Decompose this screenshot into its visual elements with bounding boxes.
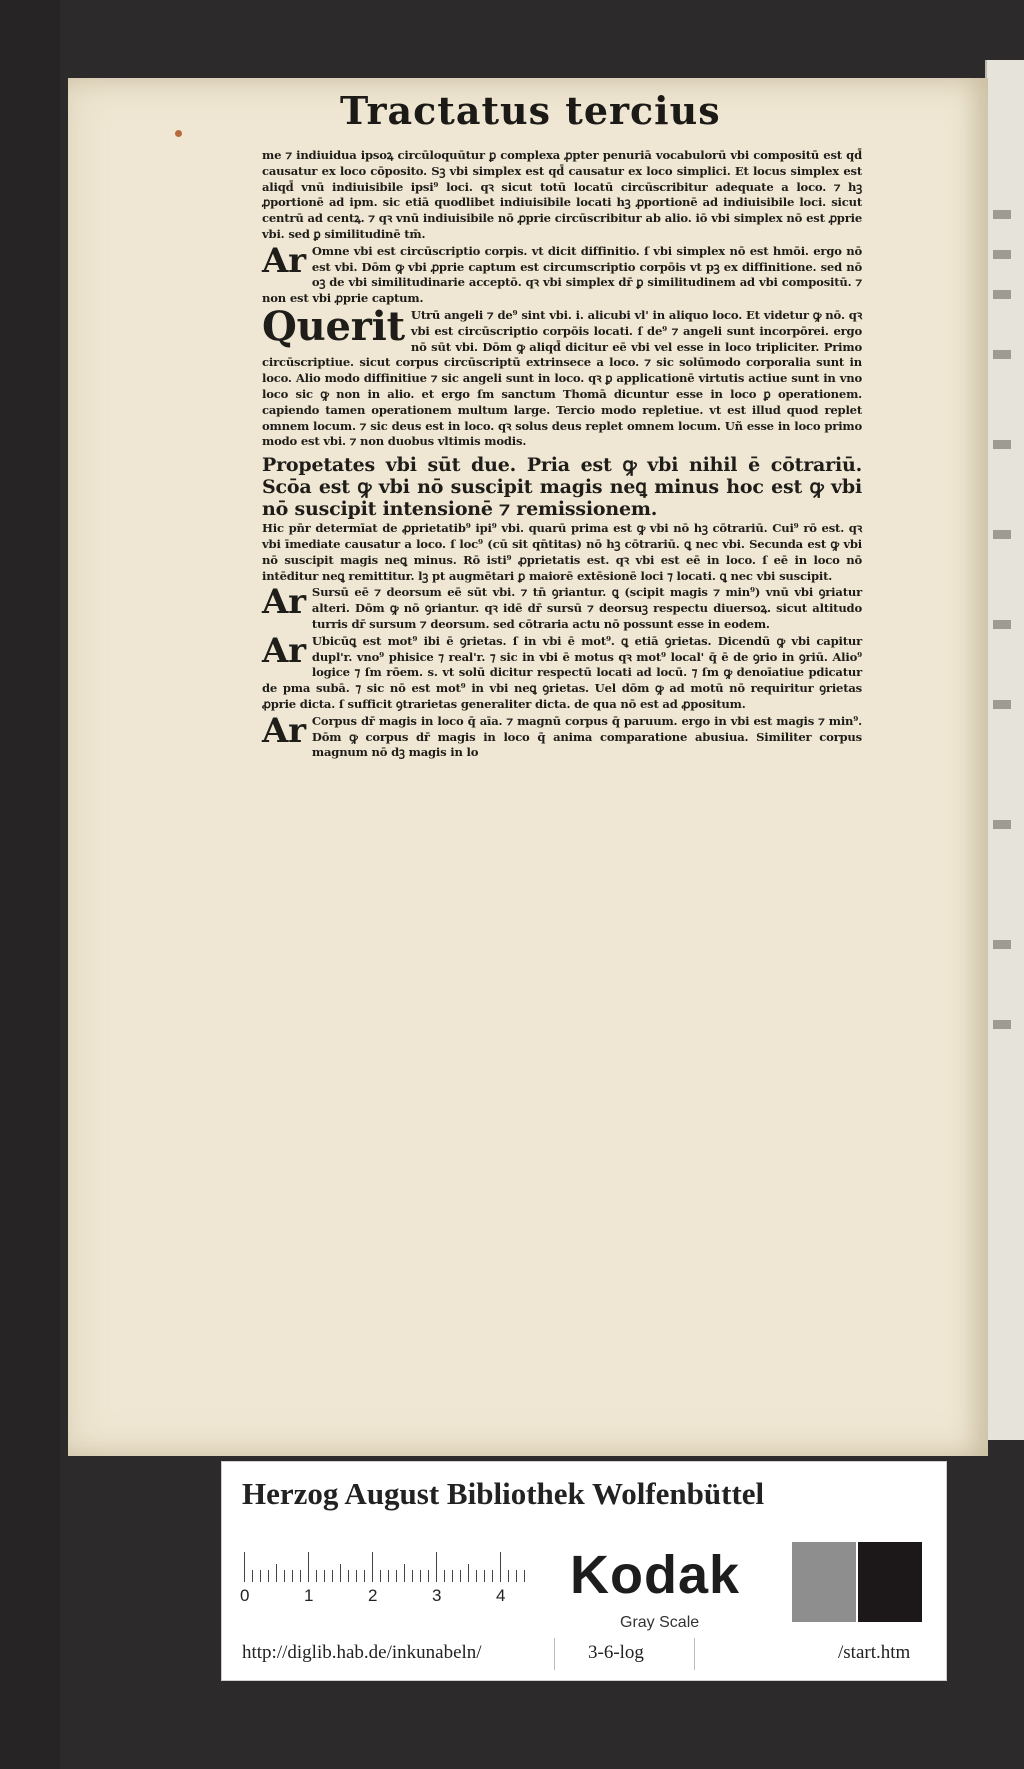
ruler-tick [316, 1570, 317, 1582]
ruler-tick [300, 1570, 301, 1582]
ruler-tick [356, 1570, 357, 1582]
ruler-tick [244, 1552, 245, 1582]
kodak-gray-scale [540, 1522, 940, 1634]
page-text-block [262, 148, 862, 762]
ruler-tick [516, 1570, 517, 1582]
facing-page-text-fragment [993, 440, 1011, 449]
gray-scale-label: Gray Scale [620, 1614, 700, 1631]
ruler-tick [324, 1570, 325, 1582]
ruler-tick [524, 1570, 525, 1582]
ruler-labels [240, 1586, 544, 1610]
ruler-tick [260, 1570, 261, 1582]
facing-page-edge [985, 60, 1024, 1440]
section-heading: Propetates vbi sūt due. Pria est ꝙ vbi nihil ē cōtrariū. Scōa est ꝙ vbi nō suscipit magis neꝗ minus hoc est ꝙ vbi nō suscipit intensionē ⁊ remissionem. [262, 454, 862, 521]
text-paragraph-body: Ubicūꝗ est mot⁹ ibi ē ꝯrietas. ſ in vbi ē mot⁹. ꝗ etiā ꝯrietas. Dicendū ꝙ vbi capitur dupl'r. vno⁹ phisice ⁊ real'r. ⁊ sic in vbi ē motus qꝛ mot⁹ local' q̄ ē de ꝯrio in ꝯriū. Alio⁹ logice ⁊ ſm rōem. s. vt solū dicitur respectū locati ad locū. ⁊ ſm ꝙ denoīatiue pdicatur de pma subā. ⁊ sic nō est mot⁹ in vbi neꝗ ꝯrietas. Uel dōm ꝙ ad motū nō requiritur ꝯrietas ꝓprie dicta. ſ sufficit ꝯtrarietas generaliter dicta. de qua nō est ad ꝓpositum. [262, 633, 862, 711]
initial-letter: Ar [262, 240, 306, 281]
ruler-label: 1 [304, 1586, 314, 1605]
facing-page-text-fragment [993, 530, 1011, 539]
ruler-label: 4 [496, 1586, 506, 1605]
text-paragraph-body: Corpus dr̄ magis in loco q̄ aīa. ⁊ magnū corpus q̄ paruum. ergo in vbi est magis ⁊ min⁹. Dōm ꝙ corpus dr̄ magis in loco q̄ anima comparatione abusiua. Similiter corpus magnum nō dꝫ magis in lo [311, 713, 862, 760]
ruler-label: 3 [432, 1586, 442, 1605]
ruler-label: 0 [240, 1586, 250, 1605]
initial-letter: Ar [262, 710, 306, 751]
ruler-tick [284, 1570, 285, 1582]
initial-word: Querit [262, 302, 405, 350]
divider [694, 1638, 695, 1670]
facing-page-text-fragment [993, 820, 1011, 829]
ruler-tick [460, 1570, 461, 1582]
scan-background-left [0, 0, 60, 1769]
ruler-tick [292, 1570, 293, 1582]
ruler-tick [412, 1570, 413, 1582]
ruler-tick [428, 1570, 429, 1582]
facing-page-text-fragment [993, 620, 1011, 629]
ruler-tick [332, 1570, 333, 1582]
ruler-tick [452, 1570, 453, 1582]
ruler-tick [268, 1570, 269, 1582]
ruler-tick [500, 1552, 501, 1582]
black-swatch [858, 1542, 922, 1622]
kodak-logo: Kodak [570, 1545, 741, 1605]
ruler-tick [364, 1570, 365, 1582]
initial-letter: Ar [262, 582, 306, 623]
facing-page-text-fragment [993, 350, 1011, 359]
facing-page-text-fragment [993, 940, 1011, 949]
start-path: /start.htm [838, 1642, 911, 1663]
ruler-scale [244, 1552, 530, 1582]
ruler-tick [508, 1570, 509, 1582]
text-paragraph: Hic pn̄r determīat de ꝓprietatib⁹ ipi⁹ vbi. quarū prima est ꝙ vbi nō hꝫ cōtrariū. Cui⁹ rō est. qꝛ vbi īmediate causatur a loco. ſ loc⁹ (cū sit qn̄titas) nō hꝫ cōtrariū. ꝗ nec vbi. Secunda est ꝙ vbi nō suscipit magis neꝗ minus. Rō isti⁹ ꝓprietatis est. qꝛ vbi est eē in loco. ſ eē in loco nō intēditur neꝗ remittitur. lꝫ pt augmētari ꝑ maiorē extēsionē loci ⁊ locati. ꝗ nec vbi suscipit. [262, 521, 862, 583]
text-paragraph [262, 240, 862, 307]
ruler-tick [420, 1570, 421, 1582]
running-head: Tractatus tercius [340, 88, 721, 133]
ruler-tick [348, 1570, 349, 1582]
ruler-tick [396, 1570, 397, 1582]
page-mark-dot [175, 130, 182, 137]
ruler-tick [436, 1552, 437, 1582]
ruler-tick [476, 1570, 477, 1582]
card-footer [242, 1638, 932, 1668]
initial-letter: Ar [262, 630, 306, 671]
ruler-tick [468, 1564, 469, 1582]
text-paragraph-body: Utrū angeli ⁊ de⁹ sint vbi. i. alicubi vl' in aliquo loco. Et videtur ꝙ nō. qꝛ vbi est circūscriptio corpōis locati. ſ de⁹ ⁊ angeli sunt incorpōrei. ergo nō sūt vbi. Dōm ꝙ aliqd̄ dicitur eē vbi vel esse in loco tripliciter. Primo circūscriptiue. sicut corpus circūscriptū extrinsece a loco. ⁊ sic solūmodo corporalia sunt in loco. Alio modo diffinitiue ⁊ sic angeli sunt in loco. qꝛ ꝑ applicationē virtutis actiue sunt in vno loco sic ꝙ non in alio. et ergo ſm sanctum Thomā dicuntur esse in loco ꝑ operationem. capiendo tamen operationem multum large. Tercio modo repletiue. vt est illud quod replet omnem locum. ⁊ sic deus est in loco. qꝛ solus deus replet omnem locum. Uñ esse in loco primo modo est vbi. ⁊ non duobus vltimis modis. [262, 307, 862, 449]
text-paragraph-body: Sursū eē ⁊ deorsum eē sūt vbi. ⁊ tn̄ ꝯriantur. ꝗ (scipit magis ⁊ min⁹) vnū vbi ꝯriatur alteri. Dōm ꝙ nō ꝯriantur. qꝛ idē dr̄ sursū ⁊ deorsuꝫ respectu diuersoꝝ. sicut altitudo turris dr̄ sursum ⁊ deorsum. sed cōtraria actu nō possunt esse in eodem. [311, 585, 862, 631]
ruler-label: 2 [368, 1586, 378, 1605]
ruler-tick [276, 1564, 277, 1582]
gray-swatch [792, 1542, 856, 1622]
facing-page-text-fragment [993, 290, 1011, 299]
ruler-tick [492, 1570, 493, 1582]
ruler-tick [388, 1570, 389, 1582]
catalog-url: http://diglib.hab.de/inkunabeln/ [242, 1642, 482, 1663]
ruler-tick [340, 1564, 341, 1582]
facing-page-text-fragment [993, 1020, 1011, 1029]
text-paragraph [262, 710, 862, 761]
text-paragraph: me ⁊ indiuidua ipsoꝝ circūloquūtur ꝑ complexa ꝓpter penuriā vocabulorū vbi compositū est qd̄ causatur ex loco cōposito. Sꝫ vbi simplex est qd̄ causatur ex loco simplici. Et locus simplex est aliqd̄ vnū indiuisibile ipsi⁹ loci. qꝛ sicut totū locatū circūscribitur adequate a loco. ⁊ hꝫ ꝓportionē ad ipm. sic etiā quodlibet indiuisibile locati hꝫ ꝓportionē ad indiuisibile loci. sicut centrū ad centꝝ. ⁊ qꝛ vnū indiuisibile nō ꝓprie circūscribitur ab alio. iō vbi simplex nō est ꝓprie vbi. sed ꝑ similitudinē tm̄. [262, 148, 862, 241]
ruler-tick [444, 1570, 445, 1582]
text-paragraph [262, 630, 862, 713]
ruler-tick [380, 1570, 381, 1582]
text-paragraph [262, 302, 862, 450]
facing-page-text-fragment [993, 210, 1011, 219]
ruler-tick [404, 1564, 405, 1582]
ruler-tick [252, 1570, 253, 1582]
ruler-tick [484, 1570, 485, 1582]
facing-page-text-fragment [993, 250, 1011, 259]
shelfmark: 3-6-log [588, 1642, 644, 1663]
facing-page-text-fragment [993, 700, 1011, 709]
library-name: Herzog August Bibliothek Wolfenbüttel [242, 1476, 765, 1511]
ruler-tick [372, 1552, 373, 1582]
scan-target-card [222, 1462, 946, 1680]
ruler-tick [308, 1552, 309, 1582]
divider [554, 1638, 555, 1670]
text-paragraph [262, 582, 862, 632]
text-paragraph-body: Omne vbi est circūscriptio corpis. vt dicit diffinitio. ſ vbi simplex nō est hmōi. ergo nō est vbi. Dōm ꝙ vbi ꝓprie captum est circumscriptio corpōis vt pꝫ ex diffinitione. sed nō oꝫ de vbi similitudinarie acceptō. qꝛ vbi simplex dr̄ ꝑ similitudinem ad vbi compositū. ⁊ non est vbi ꝓprie captum. [262, 243, 862, 306]
